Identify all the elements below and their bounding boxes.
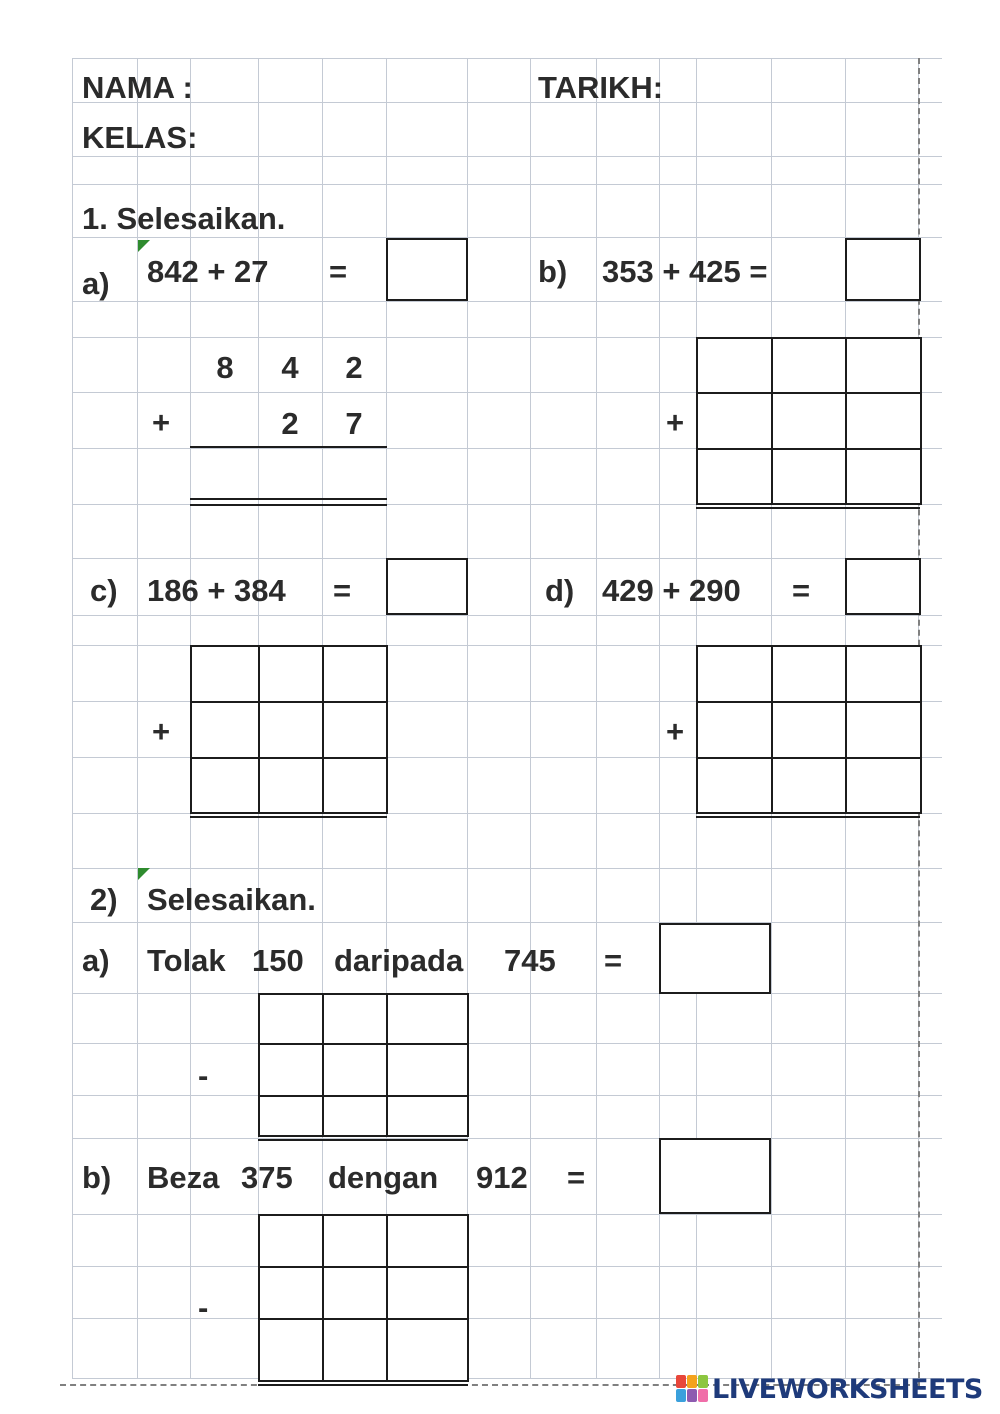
logo-square (687, 1389, 697, 1402)
q1a-answer-box[interactable] (386, 238, 468, 301)
date-label: TARIKH: (538, 70, 664, 105)
logo-square (676, 1375, 686, 1388)
grid-line (72, 1043, 942, 1044)
q1c-digit-cell[interactable] (190, 645, 260, 703)
grid-line (72, 615, 942, 616)
q2b-digit-cell[interactable] (386, 1214, 469, 1268)
total-line (258, 1384, 468, 1386)
q1c-digit-cell[interactable] (258, 701, 324, 759)
name-label: NAMA : (82, 70, 193, 105)
q1d-digit-cell[interactable] (696, 757, 773, 814)
q2a-digit-cell[interactable] (322, 1043, 388, 1097)
q1d-digit-cell[interactable] (771, 757, 847, 814)
q2b-digit-cell[interactable] (258, 1214, 324, 1268)
q2a-number2: 745 (504, 943, 556, 978)
q1d-expression: 429 + 290 (602, 573, 741, 608)
q2a-word1: Tolak (147, 943, 226, 978)
q2a-equals: = (604, 943, 623, 978)
logo-icon (676, 1375, 708, 1403)
total-line (190, 816, 387, 818)
q2b-answer-box[interactable] (659, 1138, 771, 1214)
minus-operator: - (198, 1058, 209, 1093)
q2a-label: a) (82, 943, 110, 978)
total-line (190, 498, 387, 500)
example-digit: 2 (345, 350, 363, 385)
plus-operator: + (666, 405, 685, 440)
plus-operator: + (152, 405, 171, 440)
grid-line (72, 558, 942, 559)
q2a-digit-cell[interactable] (258, 993, 324, 1045)
logo-square (698, 1389, 708, 1402)
q1d-digit-cell[interactable] (845, 757, 922, 814)
plus-operator: + (152, 714, 171, 749)
grid-line (72, 156, 942, 157)
q2a-digit-cell[interactable] (322, 993, 388, 1045)
logo-square (698, 1375, 708, 1388)
grid-line (72, 1214, 942, 1215)
q1d-digit-cell[interactable] (696, 645, 773, 703)
example-digit: 8 (216, 350, 234, 385)
sum-line (190, 446, 387, 448)
q1d-digit-cell[interactable] (845, 645, 922, 703)
q1b-digit-cell[interactable] (845, 337, 922, 394)
comment-marker (138, 868, 150, 880)
q1c-label: c) (90, 573, 118, 608)
q2a-digit-cell[interactable] (258, 1043, 324, 1097)
example-digit: 4 (281, 350, 299, 385)
q1d-equals: = (792, 573, 811, 608)
q1c-digit-cell[interactable] (322, 757, 388, 814)
q1b-digit-cell[interactable] (771, 392, 847, 450)
q1b-digit-cell[interactable] (696, 392, 773, 450)
q1b-digit-cell[interactable] (845, 392, 922, 450)
grid-line (72, 1095, 942, 1096)
q2b-word2: dengan (328, 1160, 439, 1195)
q2b-digit-cell[interactable] (322, 1318, 388, 1382)
q1c-answer-box[interactable] (386, 558, 468, 615)
q2a-digit-cell[interactable] (386, 1095, 469, 1137)
liveworksheets-logo (676, 1374, 983, 1404)
plus-operator: + (666, 714, 685, 749)
q2b-digit-cell[interactable] (258, 1266, 324, 1320)
q1a-equals: = (329, 254, 348, 289)
comment-marker (138, 240, 150, 252)
q1d-label: d) (545, 573, 575, 608)
q1d-digit-cell[interactable] (771, 701, 847, 759)
q1b-digit-cell[interactable] (771, 337, 847, 394)
q2b-label: b) (82, 1160, 112, 1195)
q1a-expression: 842 + 27 (147, 254, 269, 289)
q1c-digit-cell[interactable] (190, 701, 260, 759)
q1b-digit-cell[interactable] (845, 448, 922, 505)
q2a-digit-cell[interactable] (386, 993, 469, 1045)
q2b-word1: Beza (147, 1160, 220, 1195)
example-digit: 7 (345, 406, 363, 441)
total-line (190, 504, 387, 506)
q1b-digit-cell[interactable] (696, 337, 773, 394)
grid-line (72, 868, 942, 869)
q1d-digit-cell[interactable] (696, 701, 773, 759)
logo-square (676, 1389, 686, 1402)
section2-heading: Selesaikan. (147, 882, 316, 917)
q2b-digit-cell[interactable] (386, 1266, 469, 1320)
q2a-digit-cell[interactable] (322, 1095, 388, 1137)
class-label: KELAS: (82, 120, 198, 155)
q1b-digit-cell[interactable] (696, 448, 773, 505)
q1d-digit-cell[interactable] (771, 645, 847, 703)
section1-heading: 1. Selesaikan. (82, 201, 286, 236)
q2b-equals: = (567, 1160, 586, 1195)
grid-line (72, 1266, 942, 1267)
grid-line (72, 102, 942, 103)
q1b-expression: 353 + 425 = (602, 254, 768, 289)
q2b-number2: 912 (476, 1160, 528, 1195)
q2b-digit-cell[interactable] (386, 1318, 469, 1382)
grid-line (72, 237, 942, 238)
q1b-answer-box[interactable] (845, 238, 921, 301)
minus-operator: - (198, 1290, 209, 1325)
q2b-digit-cell[interactable] (322, 1266, 388, 1320)
q2a-number1: 150 (252, 943, 304, 978)
total-line (696, 507, 920, 509)
q2a-digit-cell[interactable] (386, 1043, 469, 1097)
grid-line (72, 58, 73, 1378)
q2b-digit-cell[interactable] (322, 1214, 388, 1268)
q1c-equals: = (333, 573, 352, 608)
grid-line (72, 184, 942, 185)
q2b-number1: 375 (241, 1160, 293, 1195)
q1a-label: a) (82, 266, 110, 301)
q1b-label: b) (538, 254, 568, 289)
q1c-digit-cell[interactable] (322, 645, 388, 703)
q2a-answer-box[interactable] (659, 923, 771, 994)
q1c-digit-cell[interactable] (322, 701, 388, 759)
q1c-expression: 186 + 384 (147, 573, 286, 608)
q1c-digit-cell[interactable] (190, 757, 260, 814)
grid-line (72, 58, 942, 59)
q1d-digit-cell[interactable] (845, 701, 922, 759)
q1b-digit-cell[interactable] (771, 448, 847, 505)
q2a-word2: daripada (334, 943, 464, 978)
grid-line (596, 58, 597, 1378)
total-line (258, 1139, 468, 1141)
grid-line (72, 1138, 942, 1139)
grid-line (530, 58, 531, 1378)
q1c-digit-cell[interactable] (258, 757, 324, 814)
q1d-answer-box[interactable] (845, 558, 921, 615)
grid-line (72, 993, 942, 994)
grid-line (72, 301, 942, 302)
grid-line (72, 922, 942, 923)
q1c-digit-cell[interactable] (258, 645, 324, 703)
grid-line (137, 58, 138, 1378)
q2b-digit-cell[interactable] (258, 1318, 324, 1382)
q2a-digit-cell[interactable] (258, 1095, 324, 1137)
total-line (696, 816, 920, 818)
logo-square (687, 1375, 697, 1388)
section2-number: 2) (90, 882, 118, 917)
example-digit: 2 (281, 406, 299, 441)
logo-text: LIVEWORKSHEETS (712, 1373, 983, 1405)
